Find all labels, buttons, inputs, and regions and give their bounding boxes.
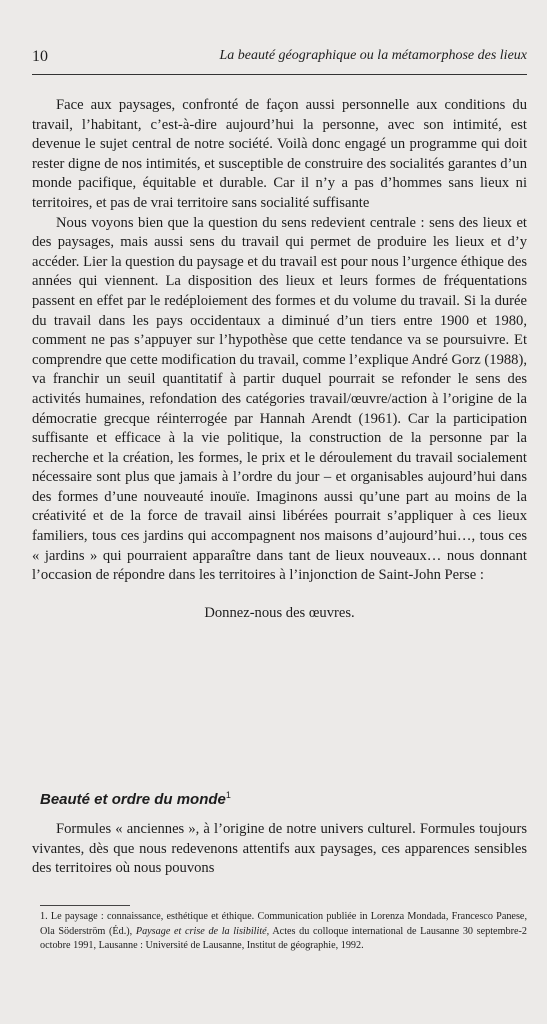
- paragraph-1: Face aux paysages, confronté de façon aussi personnelle aux conditions du travail, l’habitant, c’est-à-dire aujourd’hui la personne, avec son intimité, est devenue le sujet central de notre société. Voilà donc engagé un programme qui doit rester digne de nos intimités, et susceptible de construire des socialités garantes d’un monde pacifique, équitable et durable. Car il n’y a pas d’hommes sans lieux ni territoires, et pas de vrai territoire sans socialité suffisante: [32, 97, 527, 211]
- footnote-tail: Actes du colloque international de Lausanne 30 septembre-2 octobre 1991, Lausanne : Université de Lausanne, Institut de géographie, 1992.: [40, 925, 528, 952]
- footnote-title: Paysage et crise de la lisibilité,: [135, 925, 270, 937]
- footnote-rule: [40, 905, 130, 906]
- footnote-lead: 1. Le paysage : connaissance, esthétique et éthique. Communication publiée in Lorenza Mondada, Francesco Panese, Ola Söderström (Éd.),: [40, 911, 527, 937]
- body-text: [32, 96, 527, 623]
- footnote: [40, 910, 527, 954]
- section-heading-text: Beauté et ordre du monde: [40, 791, 226, 808]
- section-text: [32, 820, 527, 879]
- footnote-mark: 1: [225, 790, 231, 800]
- header-rule: [32, 74, 527, 75]
- page-number: 10: [32, 48, 48, 65]
- running-title: La beauté géographique ou la métamorphose des lieux: [219, 48, 527, 63]
- paragraph-2: Nous voyons bien que la question du sens redevient centrale : sens des lieux et des paysages, mais aussi sens du travail qui permet de produire les lieux et d’y accéder. Lier la question du paysage et du travail est pour nous l’urgence éthique des années qui viennent. La disposition des lieux et leurs formes de fréquentations passent en effet par le redéploiement des formes et du volume du travail. Si la durée du travail dans les pays occidentaux a diminué d’un tiers entre 1900 et 1980, comment ne pas s’appuyer sur l’hypothèse que cette tendance va se poursuivre. Et comprendre que cette modification du travail, comme l’explique André Gorz (1988), va franchir un seuil quantitatif à partir duquel pourrait se refonder le sens des activités humaines, refondation des catégories travail/œuvre/action à l’origine de la démocratie grecque réinterrogée par Hannah Arendt (1961). Car la participation suffisante et efficace à la vie politique, la construction de la personne par la recherche et la création, les formes, le prix et le déroulement du travail socialement nécessaire sont plus que jamais à l’ordre du jour – et organisables aujourd’hui dans des formes d’une nouveauté inouïe. Imaginons aussi qu’une part au moins de la créativité et de la force de travail ainsi libérées pourrait s’appliquer à ces lieux familiers, tous ces jardins qui accompagnent nos maisons d’aujourd’hui…, tous ces « jardins » qui pourraient apparaître dans tant de lieux nouveaux… nous donnant l’occasion de répondre dans les territoires à l’injonction de Saint-John Perse :: [32, 214, 527, 584]
- running-head: [32, 44, 527, 68]
- section-heading: [40, 790, 231, 808]
- section-paragraph-1: Formules « anciennes », à l’origine de notre univers culturel. Formules toujours vivantes, dès que nous redevenons attentifs aux paysages, ces apparences sensibles des territoires où nous pouvons: [32, 821, 527, 877]
- quote: Donnez-nous des œuvres.: [204, 604, 355, 621]
